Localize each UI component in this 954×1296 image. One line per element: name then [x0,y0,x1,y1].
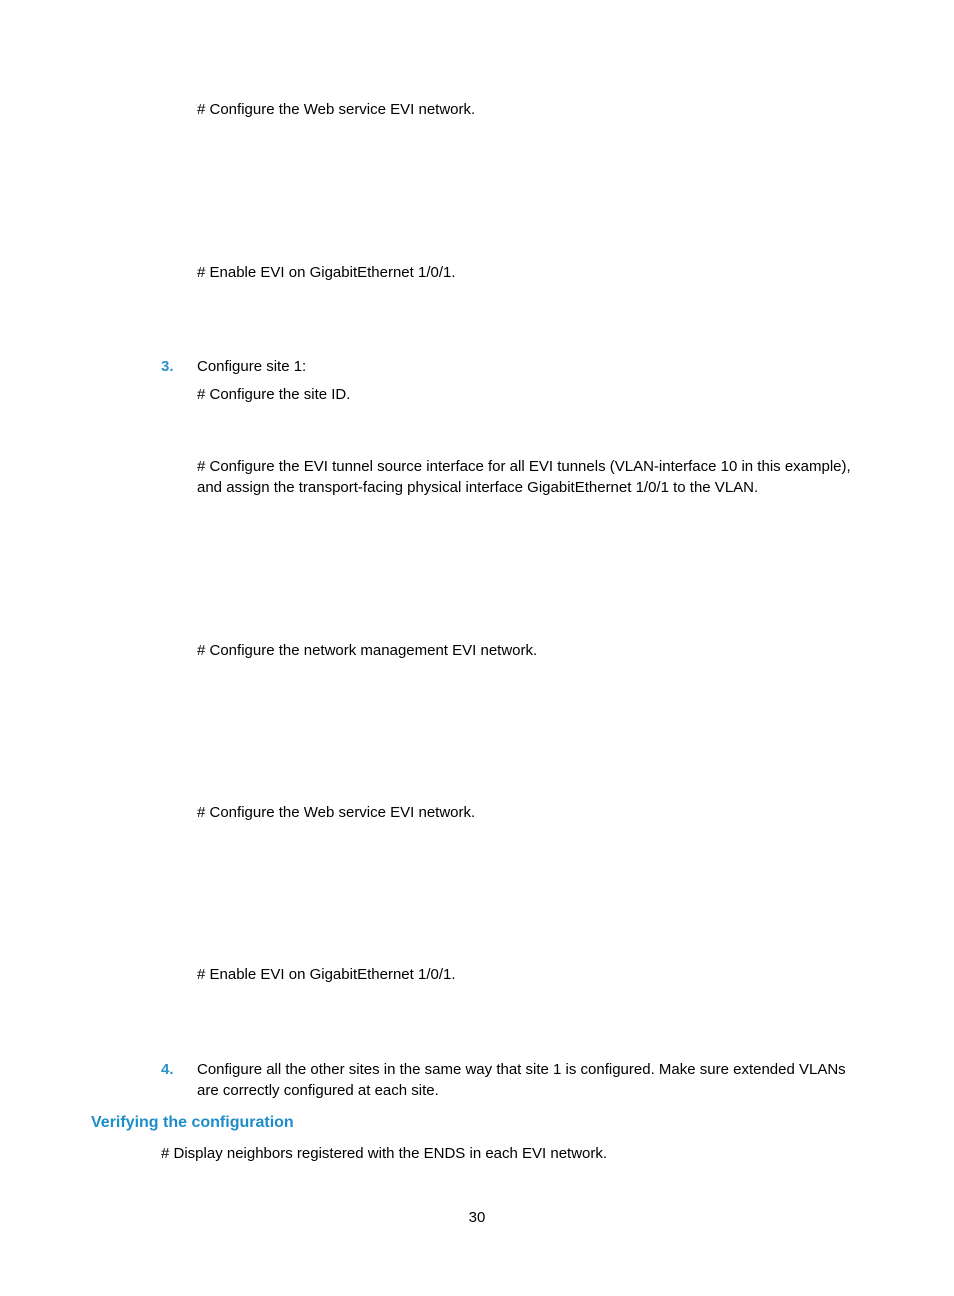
comment-enable-evi: # Enable EVI on GigabitEthernet 1/0/1. [197,264,456,281]
step-number-4: 4. [161,1061,174,1078]
comment-web-service-network-site1: # Configure the Web service EVI network. [197,804,476,821]
step-number-3: 3. [161,358,174,375]
step-text-other-sites-line2: are correctly configured at each site. [197,1082,439,1099]
comment-tunnel-source-line2: and assign the transport-facing physical interface GigabitEthernet 1/0/1 to the VLAN. [197,479,759,496]
comment-site-id: # Configure the site ID. [197,386,351,403]
comment-display-neighbors: # Display neighbors registered with the ENDS in each EVI network. [161,1145,608,1162]
comment-tunnel-source-line1: # Configure the EVI tunnel source interface for all EVI tunnels (VLAN-interface 10 in this example), [197,458,851,475]
comment-enable-evi-site1: # Enable EVI on GigabitEthernet 1/0/1. [197,966,456,983]
section-heading-verifying: Verifying the configuration [91,1114,294,1131]
step-text-other-sites-line1: Configure all the other sites in the same way that site 1 is configured. Make sure extended VLANs [197,1061,846,1078]
step-text-configure-site-1: Configure site 1: [197,358,307,375]
comment-web-service-network: # Configure the Web service EVI network. [197,101,476,118]
page-number: 30 [468,1209,486,1226]
comment-network-management-network: # Configure the network management EVI network. [197,642,538,659]
